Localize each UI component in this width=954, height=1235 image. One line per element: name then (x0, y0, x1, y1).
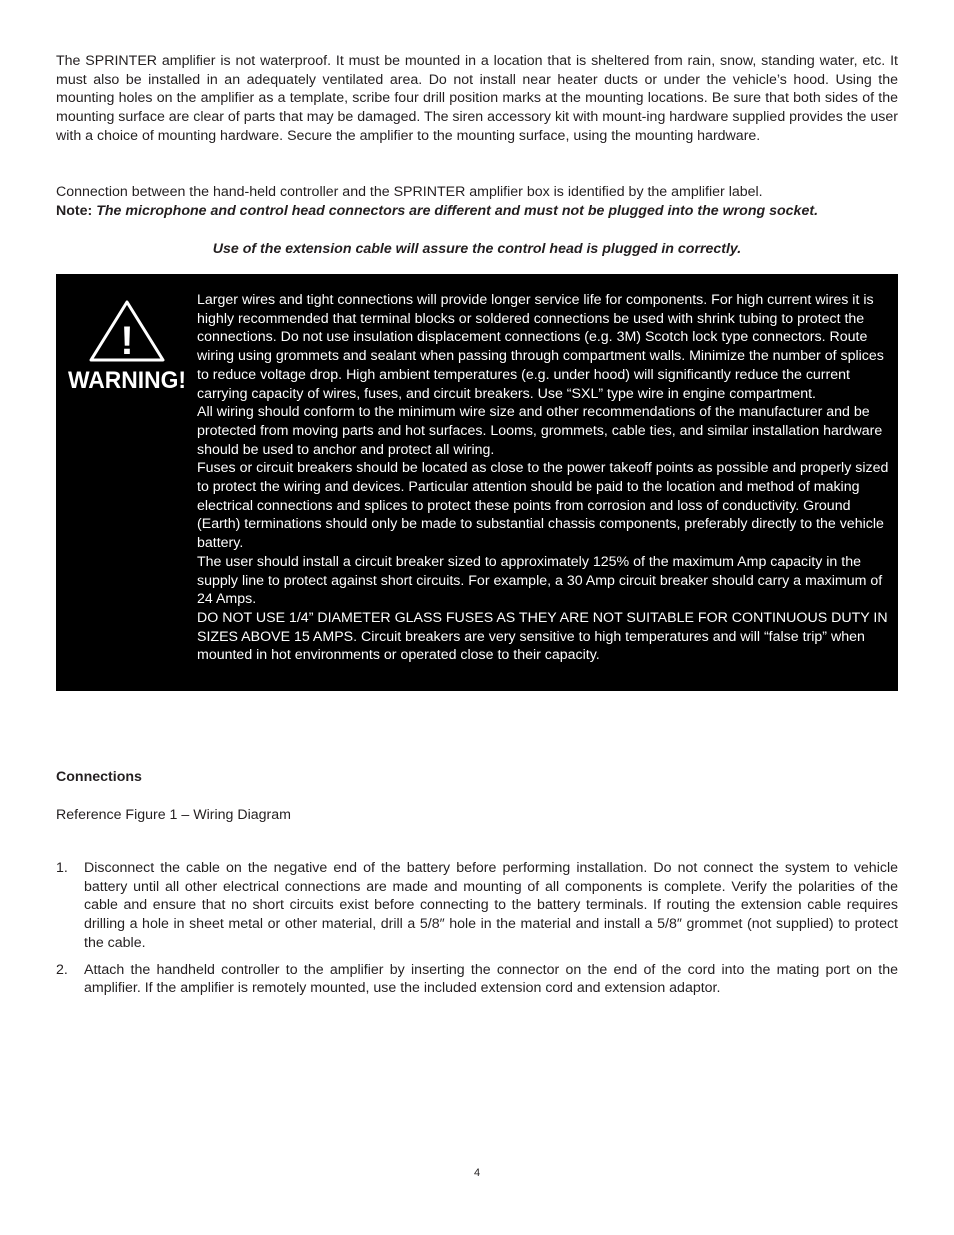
warning-box (56, 274, 898, 691)
warning-paragraph: All wiring should conform to the minimum wire size and other recommendations of the manufacturer and be protected from moving parts and hot surfaces. Looms, grommets, cable ties, and similar installation hardware should be used to anchor and protect all wiring. (197, 404, 883, 458)
warning-label: WARNING! (68, 367, 186, 394)
connections-heading: Connections (56, 769, 142, 785)
reference-line: Reference Figure 1 – Wiring Diagram (56, 807, 291, 823)
page-number: 4 (473, 1167, 481, 1179)
intro-paragraph: The SPRINTER amplifier is not waterproof. It must be mounted in a location that is sheltered from rain, snow, standing water, etc. It must also be installed in an adequately ventilated area. Do not install near heater ducts or under the vehicle’s hood. Using the mounting holes on the amplifier as a template, scribe four drill position marks at the mounting locations. Be sure that both sides of the mounting surface are clear of parts that may be damaged. The siren accessory kit with mount-ing hardware supplied provides the user with a choice of mounting hardware. Secure the amplifier to the mounting surface, using the mounting hardware. (56, 53, 898, 144)
extension-note: Use of the extension cable will assure the control head is plugged in correctly. (212, 241, 742, 257)
warning-paragraph: The user should install a circuit breaker sized to approximately 125% of the maximum Amp capacity in the supply line to protect against short circuits. For example, a 30 Amp circuit breaker should carry a maximum of 24 Amps. (197, 553, 883, 608)
list-item (56, 859, 898, 953)
warning-paragraph: DO NOT USE 1/4” DIAMETER GLASS FUSES AS THEY ARE NOT SUITABLE FOR CONTINUOUS DUTY IN SIZES ABOVE 15 AMPS. Circuit breakers are very sensitive to high temperatures and will “false trip” when mounted in hot environments or operated close to their capacity. (197, 609, 888, 664)
note-text: The microphone and control head connectors are different and must not be plugged into the wrong socket. (96, 203, 819, 219)
warning-paragraph: Larger wires and tight connections will provide longer service life for components. For high current wires it is highly recommended that terminal blocks or soldered connections be used with shrink tubing to protect the connections. Do not use insulation displacement connections (e.g. 3M) Scotch lock type connectors. Route wiring using grommets and sealant when passing through compartment walls. Minimize the number of splices to reduce voltage drop. High ambient temperatures (e.g. under hood) will significantly reduce the current carrying capacity of wires, fuses, and circuit breakers. Use “SXL” type wire in engine compartment. (197, 292, 884, 402)
warning-text (197, 291, 897, 665)
warning-sign (64, 298, 194, 398)
step-text: Attach the handheld controller to the amplifier by inserting the connector on the end of the cord into the mating port on the amplifier. If the amplifier is remotely mounted, use the included extension cord and extension adaptor. (84, 961, 898, 997)
connection-line: Connection between the hand-held controller and the SPRINTER amplifier box is identified by the amplifier label. (56, 184, 763, 200)
step-number: 1. (56, 860, 68, 876)
step-number: 2. (56, 961, 68, 978)
note-line (56, 202, 898, 221)
steps-list (56, 859, 898, 1006)
list-item (56, 961, 898, 998)
step-text: Disconnect the cable on the negative end of the battery before performing installation. Do not connect the system to vehicle battery until all other electrical connections are made and mounting of all components is complete. Verify the polarities of the cable and ensure that no short circuits exist before connecting to the battery terminals. If routing the extension cable requires drilling a hole in sheet metal or other material, drill a 5/8″ hole in the material and install a 5/8″ grommet (not supplied) to protect the cable. (84, 860, 898, 951)
warning-paragraph: Fuses or circuit breakers should be located as close to the power takeoff points as possible and properly sized to protect the wiring and devices. Particular attention should be paid to the location and method of making electrical connections and splices to protect these points from corrosion and loss of conductivity. Ground (Earth) terminations should only be made to substantial chassis components, preferably directly to the vehicle battery. (197, 460, 889, 552)
exclamation-icon: ! (120, 319, 134, 363)
note-label: Note: (56, 203, 93, 219)
